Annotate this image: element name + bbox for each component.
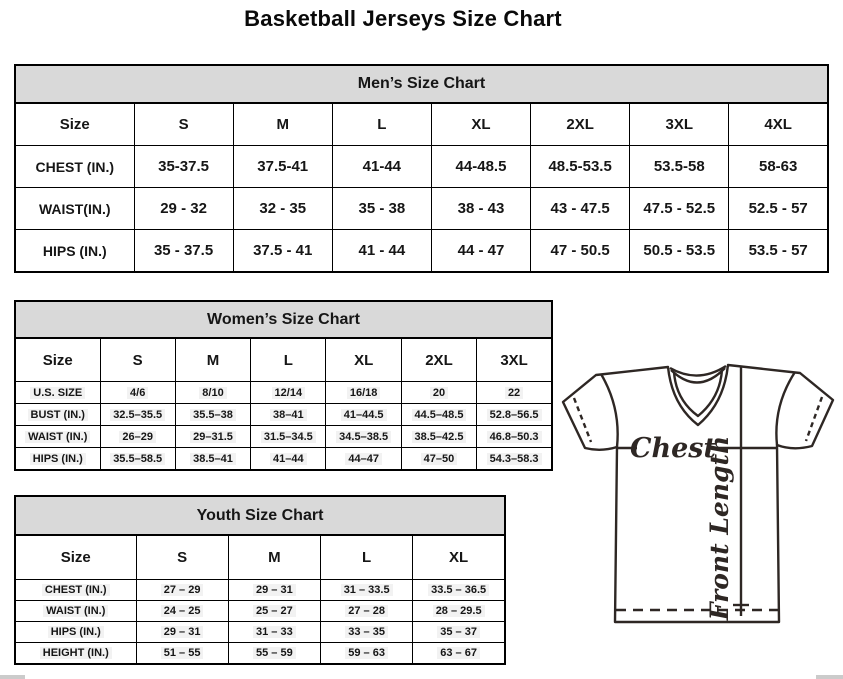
column-header: M bbox=[228, 535, 320, 580]
front-length-label: Front Length bbox=[705, 435, 734, 621]
cell-value: 8/10 bbox=[199, 387, 226, 399]
table-cell: 53.5-58 bbox=[630, 146, 729, 188]
table-cell bbox=[477, 382, 552, 404]
column-header: Size bbox=[15, 338, 100, 382]
table-cell bbox=[251, 382, 326, 404]
table-cell bbox=[136, 601, 228, 622]
row-label-text: HIPS (IN.) bbox=[30, 453, 86, 465]
cell-value: 38–41 bbox=[270, 409, 307, 421]
table-cell: 47 - 50.5 bbox=[531, 230, 630, 273]
column-header: L bbox=[321, 535, 413, 580]
womens-size-chart-table bbox=[14, 300, 553, 471]
table-cell bbox=[326, 382, 401, 404]
table-cell: 53.5 - 57 bbox=[729, 230, 828, 273]
table-cell bbox=[477, 426, 552, 448]
cell-value: 31 – 33 bbox=[253, 626, 296, 638]
table-cell: 37.5 - 41 bbox=[233, 230, 332, 273]
row-label bbox=[15, 426, 100, 448]
jersey-outline bbox=[563, 365, 833, 622]
table-row bbox=[15, 230, 828, 273]
cell-value: 41–44 bbox=[270, 453, 307, 465]
table-cell bbox=[401, 448, 476, 471]
table-row bbox=[15, 580, 505, 601]
column-header: 4XL bbox=[729, 103, 828, 146]
table-row bbox=[15, 146, 828, 188]
table-cell: 41-44 bbox=[332, 146, 431, 188]
table-cell bbox=[100, 448, 175, 471]
column-header: XL bbox=[413, 535, 505, 580]
cell-value: 12/14 bbox=[272, 387, 306, 399]
table-cell bbox=[477, 448, 552, 471]
row-label-text: HEIGHT (IN.) bbox=[40, 647, 112, 659]
row-label: CHEST (IN.) bbox=[15, 146, 134, 188]
cell-value: 32.5–35.5 bbox=[110, 409, 165, 421]
row-label bbox=[15, 622, 136, 643]
table-row bbox=[15, 601, 505, 622]
column-header: 2XL bbox=[401, 338, 476, 382]
table-row bbox=[15, 496, 505, 535]
cell-value: 38.5–41 bbox=[190, 453, 236, 465]
table-cell bbox=[321, 643, 413, 665]
mens-table-caption: Men’s Size Chart bbox=[15, 65, 828, 103]
table-cell bbox=[413, 601, 505, 622]
cell-value: 33.5 – 36.5 bbox=[428, 584, 489, 596]
table-row bbox=[15, 382, 552, 404]
mens-size-chart-table bbox=[14, 64, 829, 273]
table-row bbox=[15, 301, 552, 338]
table-cell bbox=[100, 404, 175, 426]
table-cell: 37.5-41 bbox=[233, 146, 332, 188]
table-cell: 29 - 32 bbox=[134, 188, 233, 230]
table-cell: 58-63 bbox=[729, 146, 828, 188]
table-cell bbox=[100, 382, 175, 404]
cell-value: 31 – 33.5 bbox=[341, 584, 393, 596]
table-cell bbox=[401, 382, 476, 404]
table-cell bbox=[251, 426, 326, 448]
table-row bbox=[15, 622, 505, 643]
cell-value: 44.5–48.5 bbox=[412, 409, 467, 421]
cell-value: 52.8–56.5 bbox=[487, 409, 542, 421]
column-header: S bbox=[100, 338, 175, 382]
table-cell: 52.5 - 57 bbox=[729, 188, 828, 230]
table-cell bbox=[136, 643, 228, 665]
table-cell bbox=[228, 643, 320, 665]
cell-value: 47–50 bbox=[421, 453, 458, 465]
row-label-text: BUST (IN.) bbox=[28, 409, 88, 421]
cell-value: 28 – 29.5 bbox=[433, 605, 485, 617]
row-label bbox=[15, 382, 100, 404]
table-row bbox=[15, 426, 552, 448]
column-header: XL bbox=[326, 338, 401, 382]
column-header: XL bbox=[431, 103, 530, 146]
cell-value: 16/18 bbox=[347, 387, 381, 399]
column-header: M bbox=[175, 338, 250, 382]
row-label bbox=[15, 404, 100, 426]
row-label-text: WAIST (IN.) bbox=[25, 431, 90, 443]
cell-value: 33 – 35 bbox=[345, 626, 388, 638]
table-row bbox=[15, 404, 552, 426]
column-header: 3XL bbox=[630, 103, 729, 146]
table-cell: 50.5 - 53.5 bbox=[630, 230, 729, 273]
row-label-text: HIPS (IN.) bbox=[48, 626, 104, 638]
youth-size-chart-table bbox=[14, 495, 506, 665]
column-header: S bbox=[136, 535, 228, 580]
scrollbar-fragment-left bbox=[0, 675, 25, 679]
row-label: HIPS (IN.) bbox=[15, 230, 134, 273]
column-header: 2XL bbox=[531, 103, 630, 146]
table-cell bbox=[175, 382, 250, 404]
table-row bbox=[15, 338, 552, 382]
table-cell bbox=[326, 448, 401, 471]
column-header: S bbox=[134, 103, 233, 146]
table-cell bbox=[251, 404, 326, 426]
table-cell bbox=[136, 622, 228, 643]
column-header: M bbox=[233, 103, 332, 146]
table-cell bbox=[136, 580, 228, 601]
table-cell: 43 - 47.5 bbox=[531, 188, 630, 230]
cell-value: 51 – 55 bbox=[161, 647, 204, 659]
row-label bbox=[15, 448, 100, 471]
column-header: Size bbox=[15, 535, 136, 580]
cell-value: 22 bbox=[505, 387, 523, 399]
table-cell: 44-48.5 bbox=[431, 146, 530, 188]
table-cell bbox=[228, 601, 320, 622]
cell-value: 20 bbox=[430, 387, 448, 399]
cell-value: 35.5–38 bbox=[190, 409, 236, 421]
table-row bbox=[15, 103, 828, 146]
table-row bbox=[15, 535, 505, 580]
table-cell bbox=[321, 622, 413, 643]
table-cell: 47.5 - 52.5 bbox=[630, 188, 729, 230]
table-cell: 44 - 47 bbox=[431, 230, 530, 273]
cell-value: 35.5–58.5 bbox=[110, 453, 165, 465]
row-label bbox=[15, 601, 136, 622]
cell-value: 41–44.5 bbox=[341, 409, 387, 421]
cell-value: 4/6 bbox=[127, 387, 148, 399]
table-cell: 35-37.5 bbox=[134, 146, 233, 188]
table-cell bbox=[251, 448, 326, 471]
cell-value: 35 – 37 bbox=[437, 626, 480, 638]
column-header: Size bbox=[15, 103, 134, 146]
cell-value: 27 – 28 bbox=[345, 605, 388, 617]
cell-value: 31.5–34.5 bbox=[261, 431, 316, 443]
cell-value: 44–47 bbox=[345, 453, 382, 465]
cell-value: 38.5–42.5 bbox=[412, 431, 467, 443]
column-header: L bbox=[251, 338, 326, 382]
womens-table-caption: Women’s Size Chart bbox=[15, 301, 552, 338]
row-label-text: U.S. SIZE bbox=[30, 387, 85, 399]
table-cell bbox=[321, 580, 413, 601]
table-cell: 38 - 43 bbox=[431, 188, 530, 230]
jersey-measurement-diagram bbox=[556, 356, 843, 632]
cell-value: 29 – 31 bbox=[161, 626, 204, 638]
table-cell bbox=[100, 426, 175, 448]
table-row bbox=[15, 188, 828, 230]
table-cell bbox=[175, 404, 250, 426]
table-row bbox=[15, 65, 828, 103]
table-cell: 35 - 37.5 bbox=[134, 230, 233, 273]
cell-value: 54.3–58.3 bbox=[487, 453, 542, 465]
table-cell bbox=[413, 643, 505, 665]
table-row bbox=[15, 448, 552, 471]
cell-value: 26–29 bbox=[119, 431, 156, 443]
cell-value: 55 – 59 bbox=[253, 647, 296, 659]
cell-value: 27 – 29 bbox=[161, 584, 204, 596]
table-cell bbox=[477, 404, 552, 426]
row-label-text: WAIST (IN.) bbox=[43, 605, 108, 617]
row-label bbox=[15, 643, 136, 665]
row-label: WAIST(IN.) bbox=[15, 188, 134, 230]
table-cell bbox=[321, 601, 413, 622]
cell-value: 24 – 25 bbox=[161, 605, 204, 617]
table-cell bbox=[326, 404, 401, 426]
column-header: L bbox=[332, 103, 431, 146]
cell-value: 29–31.5 bbox=[190, 431, 236, 443]
cell-value: 34.5–38.5 bbox=[336, 431, 391, 443]
cell-value: 59 – 63 bbox=[345, 647, 388, 659]
table-row bbox=[15, 643, 505, 665]
row-label bbox=[15, 580, 136, 601]
table-cell bbox=[401, 426, 476, 448]
table-cell bbox=[413, 622, 505, 643]
youth-table-caption: Youth Size Chart bbox=[15, 496, 505, 535]
chest-label: Chest bbox=[630, 433, 716, 464]
cell-value: 29 – 31 bbox=[253, 584, 296, 596]
table-cell bbox=[175, 426, 250, 448]
table-cell bbox=[228, 580, 320, 601]
row-label-text: CHEST (IN.) bbox=[42, 584, 110, 596]
cell-value: 63 – 67 bbox=[437, 647, 480, 659]
table-cell bbox=[413, 580, 505, 601]
page-title: Basketball Jerseys Size Chart bbox=[244, 6, 562, 31]
table-cell bbox=[326, 426, 401, 448]
cell-value: 25 – 27 bbox=[253, 605, 296, 617]
table-cell bbox=[228, 622, 320, 643]
table-cell: 48.5-53.5 bbox=[531, 146, 630, 188]
table-cell: 32 - 35 bbox=[233, 188, 332, 230]
cell-value: 46.8–50.3 bbox=[487, 431, 542, 443]
table-cell bbox=[401, 404, 476, 426]
scrollbar-fragment-right bbox=[816, 675, 843, 679]
table-cell bbox=[175, 448, 250, 471]
table-cell: 41 - 44 bbox=[332, 230, 431, 273]
table-cell: 35 - 38 bbox=[332, 188, 431, 230]
column-header: 3XL bbox=[477, 338, 552, 382]
